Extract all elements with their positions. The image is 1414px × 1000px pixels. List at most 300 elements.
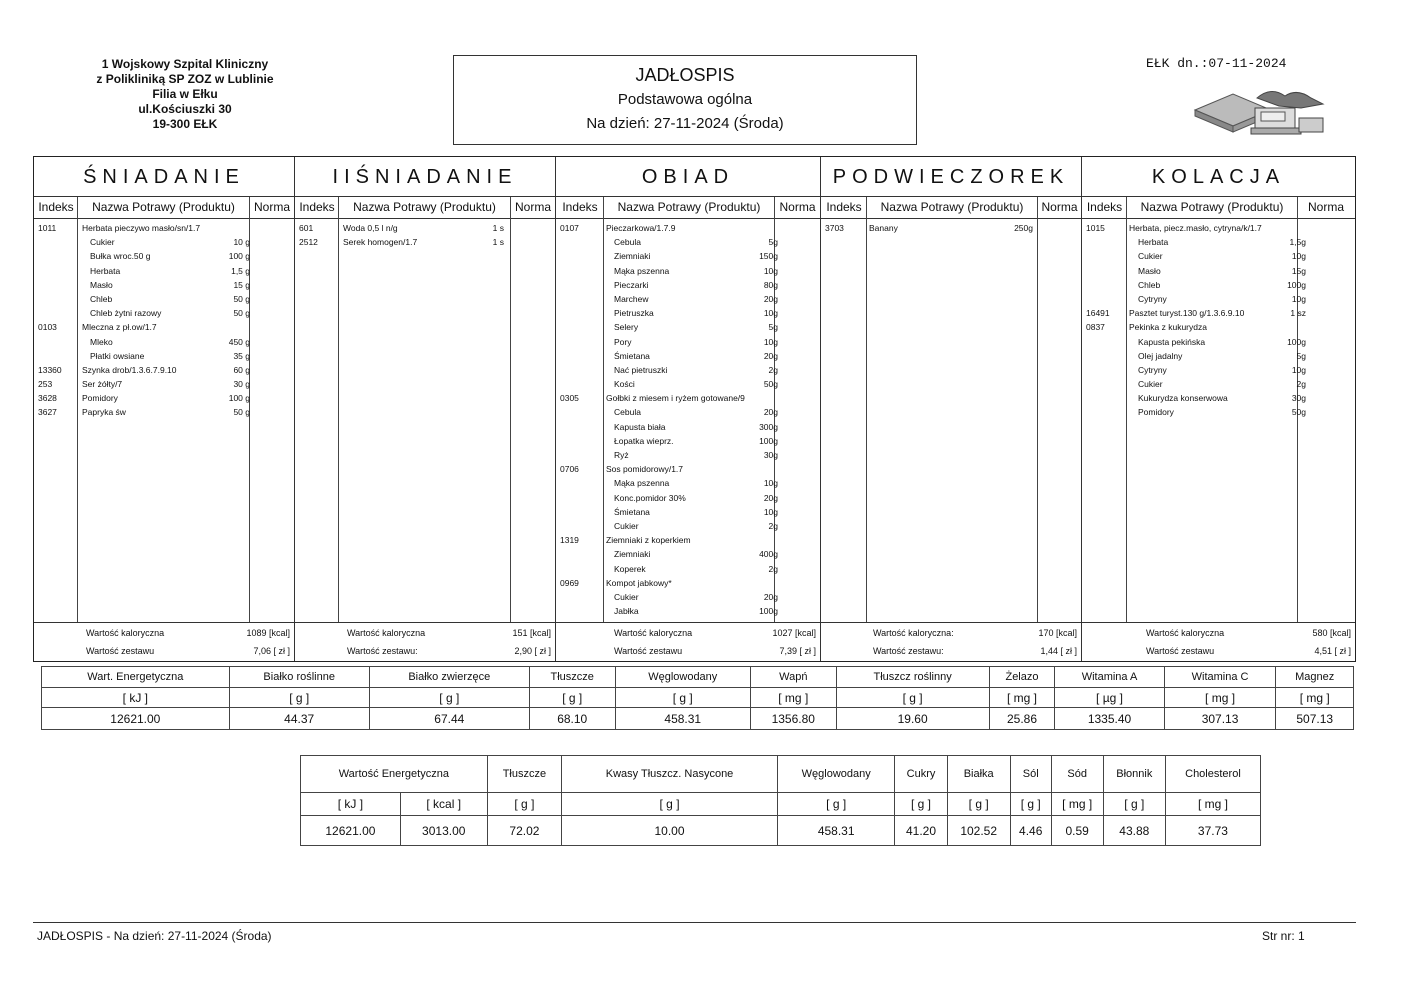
index-header: Indeks bbox=[38, 200, 74, 214]
item-name: Jabłka bbox=[614, 606, 639, 617]
table-cell: [ g ] bbox=[369, 688, 529, 708]
item-name: Selery bbox=[614, 322, 639, 333]
table-cell: Witamina A bbox=[1055, 667, 1164, 688]
table-cell: Tłuszcz roślinny bbox=[836, 667, 989, 688]
table-cell: [ g ] bbox=[487, 793, 562, 816]
menu-item-row bbox=[1082, 391, 1355, 405]
item-quantity: 50 g bbox=[233, 407, 250, 418]
menu-item-row bbox=[1082, 320, 1355, 334]
item-quantity: 5g bbox=[768, 322, 778, 333]
item-quantity: 30g bbox=[763, 450, 778, 460]
kcal-label: Wartość kaloryczna bbox=[614, 628, 693, 638]
item-name: Mleko bbox=[90, 336, 113, 347]
item-quantity: 35 g bbox=[233, 350, 250, 361]
item-name: Mąka pszenna bbox=[614, 265, 670, 276]
table-cell: [ kJ ] bbox=[301, 793, 401, 816]
table-cell: 0.59 bbox=[1051, 816, 1103, 846]
table-cell: [ mg ] bbox=[1276, 688, 1354, 708]
menu-item-row bbox=[1082, 264, 1355, 278]
header-cell: Białka bbox=[947, 756, 1010, 793]
item-name: Cukier bbox=[90, 237, 115, 248]
menu-item-row bbox=[556, 434, 820, 448]
item-name: Woda 0,5 l n/g bbox=[343, 223, 398, 233]
item-name: Marchew bbox=[614, 293, 649, 304]
column-headers bbox=[821, 197, 1081, 219]
item-name: Pekinka z kukurydza bbox=[1129, 322, 1207, 333]
item-name: Chleb bbox=[1138, 279, 1161, 290]
kcal-value: 170 [kcal] bbox=[1038, 628, 1077, 638]
item-list bbox=[556, 221, 820, 618]
item-quantity: 300g bbox=[759, 421, 778, 432]
item-name: Łopatka wieprz. bbox=[614, 435, 674, 446]
meal-summary bbox=[295, 622, 555, 662]
menu-item-row bbox=[556, 604, 820, 618]
menu-item-row bbox=[556, 505, 820, 519]
item-quantity: 10g bbox=[763, 308, 778, 319]
header-cell: Wartość Energetyczna bbox=[301, 756, 488, 793]
menu-item-row bbox=[1082, 377, 1355, 391]
item-name: Kapusta pekińska bbox=[1138, 336, 1206, 347]
table-cell: 1335.40 bbox=[1055, 708, 1164, 730]
item-quantity: 20g bbox=[763, 492, 778, 503]
item-quantity: 150g bbox=[759, 251, 778, 262]
menu-item-row bbox=[556, 306, 820, 320]
item-quantity: 10g bbox=[763, 265, 778, 276]
table-cell: [ mg ] bbox=[750, 688, 836, 708]
item-index: 16491 bbox=[1086, 308, 1110, 319]
table-cell: 307.13 bbox=[1164, 708, 1276, 730]
table-cell: [ g ] bbox=[895, 793, 947, 816]
item-name: Cukier bbox=[614, 591, 639, 602]
kcal-value: 151 [kcal] bbox=[512, 628, 551, 638]
item-list bbox=[34, 221, 294, 420]
menu-item-row bbox=[556, 335, 820, 349]
item-quantity: 10g bbox=[1291, 251, 1306, 262]
norm-header: Norma bbox=[779, 200, 816, 214]
menu-item-row bbox=[1082, 335, 1355, 349]
kcal-value: 1027 [kcal] bbox=[772, 628, 816, 638]
nutrition-table-summary bbox=[300, 755, 1261, 846]
item-name: Szynka drob/1.3.6.7.9.10 bbox=[82, 364, 177, 375]
table-cell: [ mg ] bbox=[1051, 793, 1103, 816]
item-name: Pietruszka bbox=[614, 308, 654, 319]
item-name: Pomidory bbox=[82, 393, 118, 404]
kcal-value: 580 [kcal] bbox=[1312, 628, 1351, 638]
table-cell: 3013.00 bbox=[400, 816, 487, 846]
menu-item-row bbox=[1082, 235, 1355, 249]
menu-item-row bbox=[1082, 306, 1355, 320]
item-quantity: 100 g bbox=[228, 251, 250, 262]
item-name: Olej jadalny bbox=[1138, 350, 1183, 361]
item-index: 1319 bbox=[560, 535, 579, 546]
table-cell: Białko roślinne bbox=[229, 667, 369, 688]
item-index: 0305 bbox=[560, 393, 579, 404]
table-cell: [ mg ] bbox=[989, 688, 1055, 708]
item-index: 13360 bbox=[38, 364, 62, 375]
item-index: 2512 bbox=[299, 237, 318, 248]
header-cell: Cukry bbox=[895, 756, 947, 793]
item-quantity: 60 g bbox=[233, 364, 250, 375]
item-quantity: 15g bbox=[1291, 265, 1306, 276]
index-header: Indeks bbox=[1086, 200, 1123, 214]
meal-summary bbox=[1082, 622, 1355, 662]
item-name: Pasztet turyst.130 g/1.3.6.9.10 bbox=[1129, 308, 1245, 319]
title-box bbox=[453, 55, 917, 145]
item-name: Mleczna z pł.ow/1.7 bbox=[82, 322, 157, 333]
item-quantity: 1 sz bbox=[1290, 308, 1306, 319]
unit-row bbox=[42, 688, 1354, 708]
table-cell: Tłuszcze bbox=[529, 667, 615, 688]
menu-item-row bbox=[556, 519, 820, 533]
item-name: Bułka wroc.50 g bbox=[90, 251, 151, 262]
menu-item-row bbox=[34, 221, 294, 235]
header-cell: Cholesterol bbox=[1165, 756, 1260, 793]
item-name: Masło bbox=[1138, 265, 1161, 276]
table-cell: [ g ] bbox=[615, 688, 750, 708]
footer-divider bbox=[33, 922, 1356, 923]
menu-item-row bbox=[556, 462, 820, 476]
meal-title: IIŚNIADANIE bbox=[295, 157, 555, 197]
menu-item-row bbox=[556, 562, 820, 576]
menu-item-row bbox=[1082, 249, 1355, 263]
menu-item-row bbox=[34, 335, 294, 349]
menu-item-row bbox=[34, 363, 294, 377]
table-cell: 43.88 bbox=[1103, 816, 1165, 846]
table-cell: 41.20 bbox=[895, 816, 947, 846]
item-list bbox=[295, 221, 555, 249]
cost-value: 7,06 [ zł ] bbox=[253, 646, 290, 656]
page-title: JADŁOSPIS bbox=[635, 65, 735, 85]
item-name: Śmietana bbox=[614, 506, 650, 517]
menu-item-row bbox=[556, 377, 820, 391]
item-name: Banany bbox=[869, 223, 898, 233]
table-cell: Witamina C bbox=[1164, 667, 1276, 688]
menu-item-row bbox=[295, 221, 555, 235]
table-cell: 10.00 bbox=[562, 816, 778, 846]
name-header: Nazwa Potrawy (Produktu) bbox=[617, 200, 761, 214]
menu-item-row bbox=[556, 476, 820, 490]
item-name: Herbata pieczywo masło/sn/1.7 bbox=[82, 223, 201, 233]
item-name: Kompot jabkowy* bbox=[606, 577, 672, 588]
menu-item-row bbox=[34, 235, 294, 249]
item-quantity: 50g bbox=[763, 379, 778, 390]
menu-item-row bbox=[1082, 349, 1355, 363]
cost-label: Wartość zestawu bbox=[86, 646, 155, 656]
menu-item-row bbox=[295, 235, 555, 249]
item-index: 0107 bbox=[560, 223, 579, 233]
header-cell: Błonnik bbox=[1103, 756, 1165, 793]
menu-item-row bbox=[34, 349, 294, 363]
item-quantity: 50g bbox=[1291, 407, 1306, 418]
item-name: Ryż bbox=[614, 450, 629, 460]
menu-item-row bbox=[556, 547, 820, 561]
meal-summary bbox=[556, 622, 820, 662]
diet-name: Podstawowa ogólna bbox=[617, 91, 753, 108]
menu-item-row bbox=[1082, 221, 1355, 235]
menu-item-row bbox=[34, 391, 294, 405]
menu-item-row bbox=[34, 306, 294, 320]
item-name: Ser żółty/7 bbox=[82, 379, 123, 390]
menu-item-row bbox=[556, 405, 820, 419]
item-name: Cukier bbox=[1138, 251, 1163, 262]
cost-value: 1,44 [ zł ] bbox=[1040, 646, 1077, 656]
item-index: 253 bbox=[38, 379, 53, 390]
item-list bbox=[1082, 221, 1355, 420]
item-index: 3703 bbox=[825, 223, 844, 233]
hospital-city: 19-300 EŁK bbox=[152, 117, 218, 131]
cost-value: 4,51 [ zł ] bbox=[1314, 646, 1351, 656]
meal-lunch bbox=[556, 157, 821, 661]
table-cell: [ g ] bbox=[1103, 793, 1165, 816]
hospital-branch: Filia w Ełku bbox=[152, 87, 218, 101]
item-quantity: 250g bbox=[1014, 223, 1033, 233]
item-name: Papryka św bbox=[82, 407, 126, 418]
item-index: 1015 bbox=[1086, 223, 1105, 233]
item-name: Cytryny bbox=[1138, 293, 1167, 304]
hospital-name: 1 Wojskowy Szpital Kliniczny bbox=[101, 57, 269, 71]
table-cell: 458.31 bbox=[777, 816, 895, 846]
menu-item-row bbox=[556, 491, 820, 505]
name-header: Nazwa Potrawy (Produktu) bbox=[880, 200, 1024, 214]
table-cell: 44.37 bbox=[229, 708, 369, 730]
item-name: Mąka pszenna bbox=[614, 478, 670, 489]
menu-item-row bbox=[556, 576, 820, 590]
item-name: Herbata, piecz.masło, cytryna/k/1.7 bbox=[1129, 223, 1262, 233]
menu-date: Na dzień: 27-11-2024 (Środa) bbox=[586, 115, 784, 132]
column-headers bbox=[556, 197, 820, 219]
item-name: Masło bbox=[90, 279, 113, 290]
meal-breakfast bbox=[34, 157, 295, 661]
name-header: Nazwa Potrawy (Produktu) bbox=[92, 200, 235, 214]
menu-item-row bbox=[556, 221, 820, 235]
column-headers bbox=[1082, 197, 1355, 219]
unit-row bbox=[301, 793, 1261, 816]
item-quantity: 20g bbox=[763, 293, 778, 304]
item-quantity: 30g bbox=[1291, 393, 1306, 404]
table-cell: 37.73 bbox=[1165, 816, 1260, 846]
item-name: Kapusta biała bbox=[614, 421, 666, 432]
kcal-label: Wartość kaloryczna bbox=[347, 628, 426, 638]
column-headers bbox=[34, 197, 294, 219]
table-cell: 68.10 bbox=[529, 708, 615, 730]
cost-value: 7,39 [ zł ] bbox=[779, 646, 816, 656]
item-index: 1011 bbox=[38, 223, 57, 233]
table-cell: 67.44 bbox=[369, 708, 529, 730]
table-cell: 72.02 bbox=[487, 816, 562, 846]
meal-title: ŚNIADANIE bbox=[34, 157, 294, 197]
cost-label: Wartość zestawu bbox=[614, 646, 683, 656]
header-cell: Węglowodany bbox=[777, 756, 895, 793]
item-quantity: 100g bbox=[1287, 336, 1306, 347]
menu-item-row bbox=[34, 278, 294, 292]
meal-title: PODWIECZOREK bbox=[821, 157, 1081, 197]
norm-header: Norma bbox=[1041, 200, 1078, 214]
table-cell: Żelazo bbox=[989, 667, 1055, 688]
item-name: Gołbki z miesem i ryżem gotowane/9 bbox=[606, 393, 745, 404]
item-name: Cebula bbox=[614, 407, 641, 418]
menu-item-row bbox=[556, 448, 820, 462]
item-name: Chleb żytni razowy bbox=[90, 308, 162, 319]
item-name: Kukurydza konserwowa bbox=[1138, 393, 1228, 404]
menu-item-row bbox=[1082, 278, 1355, 292]
item-name: Konc.pomidor 30% bbox=[614, 492, 686, 503]
index-header: Indeks bbox=[299, 200, 335, 214]
table-cell: [ kJ ] bbox=[42, 688, 230, 708]
header-cell: Kwasy Tłuszcz. Nasycone bbox=[562, 756, 778, 793]
item-name: Herbata bbox=[1138, 237, 1169, 248]
menu-item-row bbox=[34, 405, 294, 419]
item-name: Ziemniaki bbox=[614, 251, 651, 262]
item-name: Cebula bbox=[614, 237, 641, 248]
item-quantity: 50 g bbox=[233, 293, 250, 304]
table-cell: [ g ] bbox=[947, 793, 1010, 816]
menu-item-row bbox=[1082, 292, 1355, 306]
item-name: Płatki owsiane bbox=[90, 350, 145, 361]
item-quantity: 20g bbox=[763, 407, 778, 418]
item-name: Koperek bbox=[614, 563, 646, 574]
item-name: Ziemniaki bbox=[614, 549, 651, 560]
page-number: Str nr: 1 bbox=[1262, 929, 1305, 943]
cost-value: 2,90 [ zł ] bbox=[514, 646, 551, 656]
item-quantity: 10g bbox=[1291, 293, 1306, 304]
kcal-label: Wartość kaloryczna: bbox=[873, 628, 954, 638]
item-quantity: 5g bbox=[768, 237, 778, 248]
item-quantity: 1,5 g bbox=[231, 265, 250, 276]
table-cell: Białko zwierzęce bbox=[369, 667, 529, 688]
item-quantity: 10g bbox=[763, 336, 778, 347]
table-cell: [ mg ] bbox=[1164, 688, 1276, 708]
item-quantity: 1,5g bbox=[1289, 237, 1306, 248]
menu-item-row bbox=[556, 349, 820, 363]
value-row bbox=[42, 708, 1354, 730]
item-quantity: 400g bbox=[759, 549, 778, 560]
item-name: Nać pietruszki bbox=[614, 364, 668, 375]
item-index: 0706 bbox=[560, 464, 579, 475]
menu-item-row bbox=[556, 391, 820, 405]
table-cell: Węglowodany bbox=[615, 667, 750, 688]
item-quantity: 50 g bbox=[233, 308, 250, 319]
table-cell: Wapń bbox=[750, 667, 836, 688]
menu-item-row bbox=[34, 320, 294, 334]
table-cell: 25.86 bbox=[989, 708, 1055, 730]
item-name: Kości bbox=[614, 379, 635, 390]
menu-item-row bbox=[34, 377, 294, 391]
item-name: Pieczarkowa/1.7.9 bbox=[606, 223, 676, 233]
menu-item-row bbox=[34, 264, 294, 278]
item-quantity: 100g bbox=[759, 606, 778, 617]
hospital-street: ul.Kościuszki 30 bbox=[138, 102, 232, 116]
index-header: Indeks bbox=[562, 200, 598, 214]
table-cell: 1356.80 bbox=[750, 708, 836, 730]
meal-title: OBIAD bbox=[556, 157, 820, 197]
item-name: Cukier bbox=[614, 520, 639, 531]
hospital-header bbox=[70, 57, 300, 132]
item-quantity: 30 g bbox=[233, 379, 250, 390]
cost-label: Wartość zestawu bbox=[1146, 646, 1215, 656]
issue-date: EŁK dn.:07-11-2024 bbox=[1146, 56, 1287, 71]
table-cell: 19.60 bbox=[836, 708, 989, 730]
table-cell: 12621.00 bbox=[301, 816, 401, 846]
table-cell: [ g ] bbox=[1010, 793, 1051, 816]
kcal-label: Wartość kaloryczna bbox=[1146, 628, 1225, 638]
menu-item-row bbox=[556, 235, 820, 249]
name-header: Nazwa Potrawy (Produktu) bbox=[353, 200, 496, 214]
menu-item-row bbox=[556, 420, 820, 434]
item-index: 0837 bbox=[1086, 322, 1105, 333]
norm-header: Norma bbox=[253, 200, 290, 214]
item-quantity: 20g bbox=[763, 350, 778, 361]
table-cell: 458.31 bbox=[615, 708, 750, 730]
item-name: Herbata bbox=[90, 265, 121, 276]
menu-item-row bbox=[556, 292, 820, 306]
table-cell: [ g ] bbox=[229, 688, 369, 708]
item-name: Śmietana bbox=[614, 350, 650, 361]
table-cell: [ kcal ] bbox=[400, 793, 487, 816]
item-name: Pomidory bbox=[1138, 407, 1174, 418]
index-header: Indeks bbox=[826, 200, 862, 214]
table-cell: 4.46 bbox=[1010, 816, 1051, 846]
item-list bbox=[821, 221, 1081, 235]
header-cell: Tłuszcze bbox=[487, 756, 562, 793]
table-cell: [ g ] bbox=[529, 688, 615, 708]
item-quantity: 450 g bbox=[228, 336, 250, 347]
name-header: Nazwa Potrawy (Produktu) bbox=[1140, 200, 1284, 214]
item-index: 3627 bbox=[38, 407, 57, 418]
table-cell: [ µg ] bbox=[1055, 688, 1164, 708]
nutrition-table-detailed bbox=[41, 666, 1354, 730]
item-name: Serek homogen/1.7 bbox=[343, 237, 418, 248]
menu-item-row bbox=[556, 264, 820, 278]
item-quantity: 80g bbox=[763, 279, 778, 290]
menu-item-row bbox=[556, 278, 820, 292]
cost-label: Wartość zestawu: bbox=[873, 646, 944, 656]
menu-item-row bbox=[1082, 405, 1355, 419]
item-name: Sos pomidorowy/1.7 bbox=[606, 464, 684, 475]
header-cell: Sód bbox=[1051, 756, 1103, 793]
meal-summary bbox=[821, 622, 1081, 662]
item-name: Cukier bbox=[1138, 379, 1163, 390]
table-cell: 507.13 bbox=[1276, 708, 1354, 730]
item-name: Ziemniaki z koperkiem bbox=[606, 535, 691, 546]
norm-header: Norma bbox=[514, 200, 551, 214]
item-quantity: 100g bbox=[1287, 279, 1306, 290]
item-quantity: 2g bbox=[768, 364, 778, 375]
item-name: Pieczarki bbox=[614, 279, 649, 290]
item-index: 0969 bbox=[560, 577, 579, 588]
table-cell: [ g ] bbox=[777, 793, 895, 816]
cost-label: Wartość zestawu: bbox=[347, 646, 418, 656]
meal-summary bbox=[34, 622, 294, 662]
norm-header: Norma bbox=[1307, 200, 1344, 214]
kcal-label: Wartość kaloryczna bbox=[86, 628, 165, 638]
item-name: Cytryny bbox=[1138, 364, 1167, 375]
table-cell: 12621.00 bbox=[42, 708, 230, 730]
menu-item-row bbox=[556, 363, 820, 377]
menu-table bbox=[33, 156, 1356, 662]
menu-item-row bbox=[556, 249, 820, 263]
menu-item-row bbox=[556, 533, 820, 547]
item-quantity: 100g bbox=[759, 435, 778, 446]
kcal-value: 1089 [kcal] bbox=[246, 628, 290, 638]
item-quantity: 15 g bbox=[233, 279, 250, 290]
item-quantity: 10g bbox=[763, 506, 778, 517]
item-quantity: 2g bbox=[1296, 379, 1306, 390]
item-quantity: 5g bbox=[1296, 350, 1306, 361]
table-cell: [ g ] bbox=[562, 793, 778, 816]
item-index: 601 bbox=[299, 223, 314, 233]
footer-title: JADŁOSPIS - Na dzień: 27-11-2024 (Środa) bbox=[37, 929, 272, 943]
item-index: 3628 bbox=[38, 393, 57, 404]
